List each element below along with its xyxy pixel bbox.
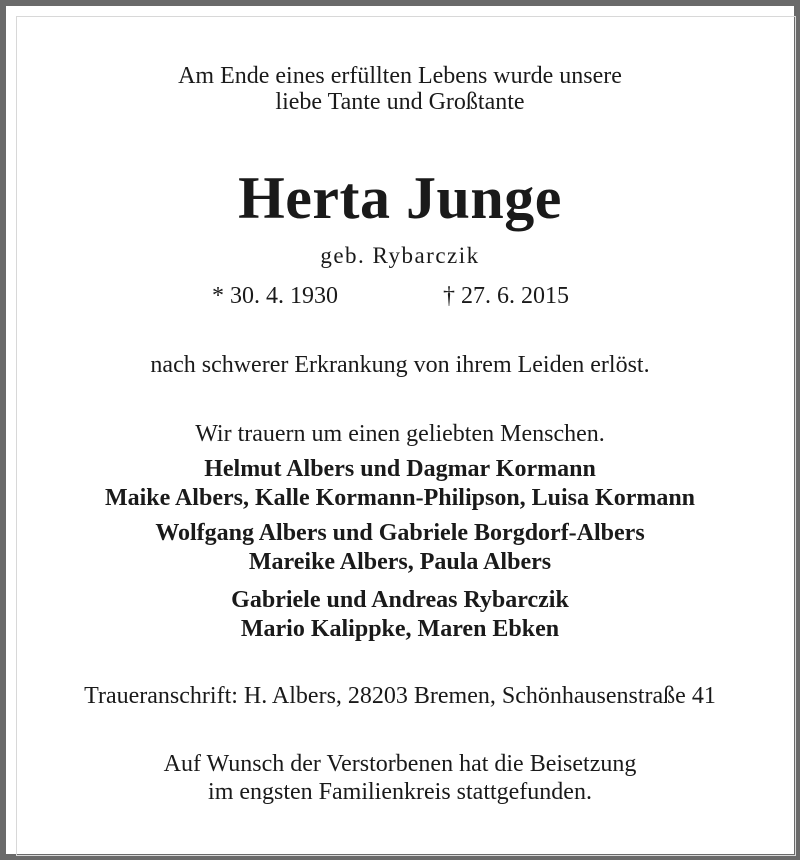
relief-text: nach schwerer Erkrankung von ihrem Leiden erlöst. <box>150 352 650 378</box>
family-3-line-2: Mario Kalippke, Maren Ebken <box>240 616 560 642</box>
intro-line-1: Am Ende eines erfüllten Lebens wurde unsere <box>178 63 622 89</box>
burial-note-line-2: im engsten Familienkreis stattgefunden. <box>208 779 592 805</box>
family-2-line-2: Mareike Albers, Paula Albers <box>248 549 552 575</box>
birth-date: * 30. 4. 1930 <box>212 283 338 309</box>
family-3-line-1: Gabriele und Andreas Rybarczik <box>231 587 569 613</box>
family-1-line-2: Maike Albers, Kalle Kormann-Philipson, Luisa Kormann <box>104 485 696 511</box>
intro-line-2: liebe Tante und Großtante <box>275 89 525 115</box>
burial-note-line-1: Auf Wunsch der Verstorbenen hat die Beisetzung <box>163 751 637 777</box>
maiden-name: geb. Rybarczik <box>320 243 480 268</box>
deceased-name: Herta Junge <box>238 165 562 231</box>
mourning-text: Wir trauern um einen geliebten Menschen. <box>195 421 605 447</box>
family-1-line-1: Helmut Albers und Dagmar Kormann <box>204 456 596 482</box>
mourning-address: Traueranschrift: H. Albers, 28203 Bremen, Schönhausenstraße 41 <box>84 683 716 709</box>
family-2-line-1: Wolfgang Albers und Gabriele Borgdorf-Albers <box>155 520 645 546</box>
death-date: † 27. 6. 2015 <box>443 283 569 309</box>
